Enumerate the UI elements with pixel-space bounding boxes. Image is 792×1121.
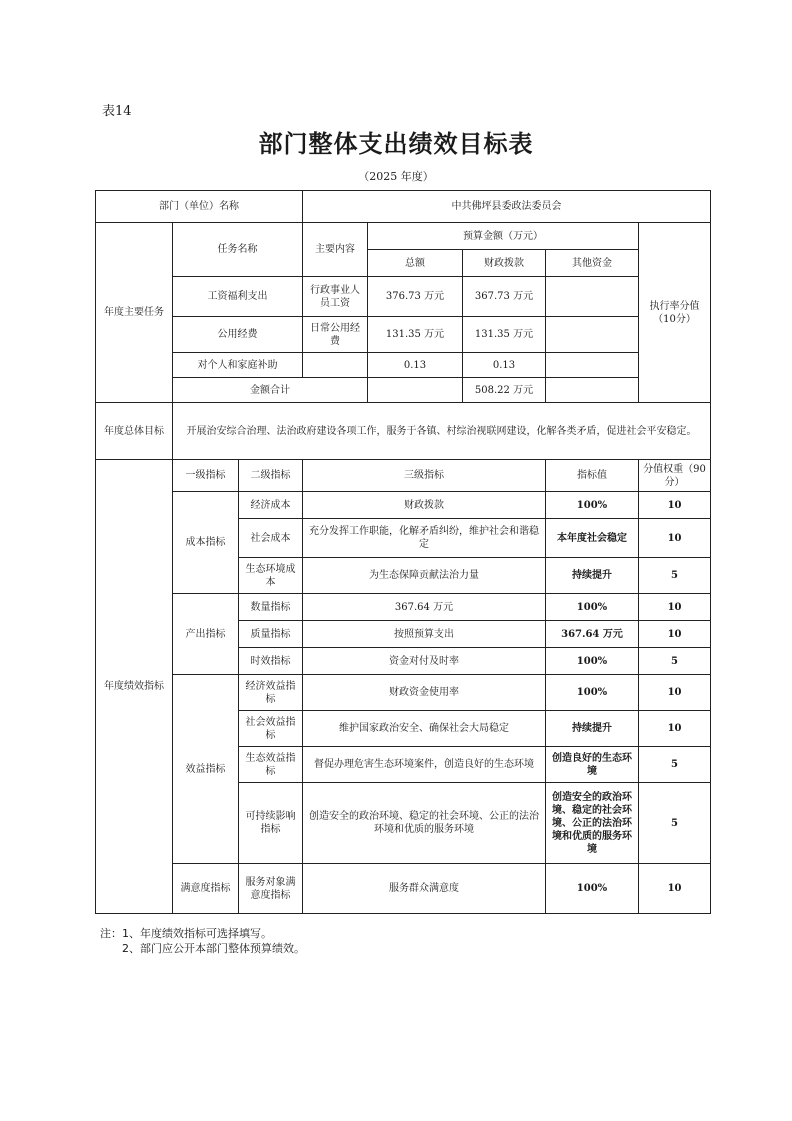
indicator-value: 本年度社会稳定 bbox=[546, 519, 639, 558]
indicator-value: 创造良好的生态环境 bbox=[546, 747, 639, 783]
table-row bbox=[96, 864, 711, 914]
level2-indicator: 经济成本 bbox=[239, 492, 303, 519]
footnotes bbox=[100, 926, 305, 956]
footnote-2: 2、部门应公开本部门整体预算绩效。 bbox=[122, 942, 305, 955]
total-amount-header: 总额 bbox=[368, 250, 463, 277]
task-other bbox=[546, 277, 639, 317]
indicator-value: 100% bbox=[546, 675, 639, 711]
weight-header: 分值权重（90 分） bbox=[639, 460, 711, 492]
level1-header: 一级指标 bbox=[173, 460, 239, 492]
indicator-weight: 10 bbox=[639, 675, 711, 711]
level3-indicator: 充分发挥工作职能，化解矛盾纠纷，维护社会和谐稳定 bbox=[303, 519, 546, 558]
indicator-value: 100% bbox=[546, 648, 639, 675]
other-funds-header: 其他资金 bbox=[546, 250, 639, 277]
level1-cost: 成本指标 bbox=[173, 492, 239, 594]
indicator-header-row bbox=[96, 460, 711, 492]
task-content: 日常公用经费 bbox=[303, 317, 368, 353]
table-row bbox=[96, 675, 711, 711]
table-row bbox=[96, 353, 711, 378]
annual-tasks-label: 年度主要任务 bbox=[96, 223, 173, 403]
level3-indicator: 服务群众满意度 bbox=[303, 864, 546, 914]
footnote-1: 注：1、年度绩效指标可选择填写。 bbox=[100, 927, 272, 940]
overall-goal-row bbox=[96, 403, 711, 460]
level2-indicator: 时效指标 bbox=[239, 648, 303, 675]
level3-indicator: 为生态保障贡献法治力量 bbox=[303, 558, 546, 594]
indicator-weight: 5 bbox=[639, 558, 711, 594]
level2-indicator: 服务对象满意度指标 bbox=[239, 864, 303, 914]
indicator-value: 创造安全的政治环境、稳定的社会环境、公正的法治环境和优质的服务环境 bbox=[546, 783, 639, 864]
department-name-value: 中共佛坪县委政法委员会 bbox=[303, 191, 711, 223]
task-other bbox=[546, 317, 639, 353]
sum-fiscal: 508.22 万元 bbox=[463, 378, 546, 403]
level3-indicator: 按照预算支出 bbox=[303, 621, 546, 648]
task-name: 工资福利支出 bbox=[173, 277, 303, 317]
level1-satisfaction: 满意度指标 bbox=[173, 864, 239, 914]
table-number-label: 表14 bbox=[102, 104, 132, 119]
level2-indicator: 生态环境成本 bbox=[239, 558, 303, 594]
indicator-value: 100% bbox=[546, 594, 639, 621]
department-row bbox=[96, 191, 711, 223]
level2-indicator: 数量指标 bbox=[239, 594, 303, 621]
overall-goal-text: 开展治安综合治理、法治政府建设各项工作，服务于各镇、村综治视联网建设，化解各类矛盾，促进社会平安稳定。 bbox=[173, 403, 711, 460]
level3-header: 三级指标 bbox=[303, 460, 546, 492]
indicator-weight: 10 bbox=[639, 492, 711, 519]
indicator-value: 100% bbox=[546, 492, 639, 519]
indicator-weight: 10 bbox=[639, 711, 711, 747]
indicator-value: 持续提升 bbox=[546, 558, 639, 594]
department-name-header: 部门（单位）名称 bbox=[96, 191, 303, 223]
fiscal-year: （2025 年度） bbox=[358, 170, 434, 183]
level3-indicator: 督促办理危害生态环境案件，创造良好的生态环境 bbox=[303, 747, 546, 783]
level3-indicator: 367.64 万元 bbox=[303, 594, 546, 621]
level3-indicator: 财政资金使用率 bbox=[303, 675, 546, 711]
task-content: 行政事业人员工资 bbox=[303, 277, 368, 317]
task-total: 376.73 万元 bbox=[368, 277, 463, 317]
level2-indicator: 生态效益指标 bbox=[239, 747, 303, 783]
indicator-weight: 10 bbox=[639, 519, 711, 558]
sum-total bbox=[368, 378, 463, 403]
indicator-value: 100% bbox=[546, 864, 639, 914]
execution-score-label: 执行率分值（10分） bbox=[639, 223, 711, 403]
performance-target-table bbox=[95, 190, 711, 914]
task-fiscal: 131.35 万元 bbox=[463, 317, 546, 353]
task-content bbox=[303, 353, 368, 378]
level3-indicator: 创造安全的政治环境、稳定的社会环境、公正的法治环境和优质的服务环境 bbox=[303, 783, 546, 864]
level1-benefit: 效益指标 bbox=[173, 675, 239, 864]
level1-output: 产出指标 bbox=[173, 594, 239, 675]
level2-indicator: 经济效益指标 bbox=[239, 675, 303, 711]
indicator-value: 持续提升 bbox=[546, 711, 639, 747]
task-content-header: 主要内容 bbox=[303, 223, 368, 277]
document-title: 部门整体支出绩效目标表 bbox=[258, 130, 534, 158]
indicator-weight: 5 bbox=[639, 783, 711, 864]
task-total: 131.35 万元 bbox=[368, 317, 463, 353]
performance-indicators-label: 年度绩效指标 bbox=[96, 460, 173, 914]
indicator-weight: 10 bbox=[639, 864, 711, 914]
sum-label: 金额合计 bbox=[173, 378, 368, 403]
level2-header: 二级指标 bbox=[239, 460, 303, 492]
level2-indicator: 可持续影响指标 bbox=[239, 783, 303, 864]
task-name: 对个人和家庭补助 bbox=[173, 353, 303, 378]
fiscal-allocation-header: 财政拨款 bbox=[463, 250, 546, 277]
sum-other bbox=[546, 378, 639, 403]
level2-indicator: 社会效益指标 bbox=[239, 711, 303, 747]
task-other bbox=[546, 353, 639, 378]
budget-amount-header: 预算金额（万元） bbox=[368, 223, 639, 250]
level2-indicator: 质量指标 bbox=[239, 621, 303, 648]
level3-indicator: 财政拨款 bbox=[303, 492, 546, 519]
task-fiscal: 0.13 bbox=[463, 353, 546, 378]
table-row bbox=[96, 594, 711, 621]
table-row bbox=[96, 317, 711, 353]
level3-indicator: 维护国家政治安全、确保社会大局稳定 bbox=[303, 711, 546, 747]
task-total: 0.13 bbox=[368, 353, 463, 378]
indicator-weight: 10 bbox=[639, 621, 711, 648]
task-header-row bbox=[96, 223, 711, 250]
table-row bbox=[96, 492, 711, 519]
indicator-weight: 10 bbox=[639, 594, 711, 621]
indicator-value-header: 指标值 bbox=[546, 460, 639, 492]
task-fiscal: 367.73 万元 bbox=[463, 277, 546, 317]
level2-indicator: 社会成本 bbox=[239, 519, 303, 558]
level3-indicator: 资金对付及时率 bbox=[303, 648, 546, 675]
indicator-weight: 5 bbox=[639, 648, 711, 675]
sum-row bbox=[96, 378, 711, 403]
task-name: 公用经费 bbox=[173, 317, 303, 353]
table-row bbox=[96, 277, 711, 317]
task-name-header: 任务名称 bbox=[173, 223, 303, 277]
indicator-value: 367.64 万元 bbox=[546, 621, 639, 648]
indicator-weight: 5 bbox=[639, 747, 711, 783]
overall-goal-label: 年度总体目标 bbox=[96, 403, 173, 460]
